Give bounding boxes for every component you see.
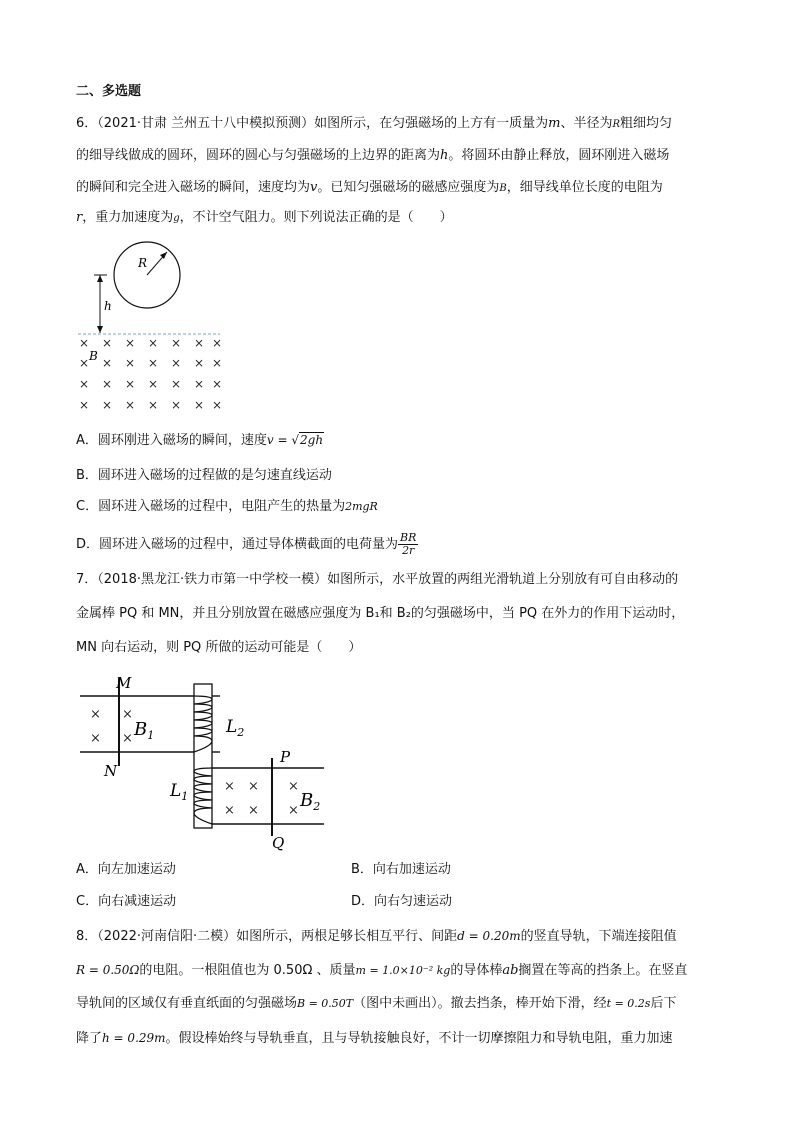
q6-var-v: v	[310, 180, 318, 195]
radius-arrowhead	[160, 252, 167, 259]
svg-text:×: ×	[122, 707, 133, 722]
q6-var-m: m	[548, 116, 561, 131]
q6-option-a-radicand: 2gh	[300, 433, 324, 447]
svg-text:×: ×	[79, 398, 90, 412]
q6-line-2	[76, 146, 726, 166]
fig7-label-L2: $L_2$	[226, 717, 245, 739]
q6-text-3b: 。已知匀强磁场的磁感应强度为	[317, 180, 500, 195]
field-B2-crosses	[224, 779, 299, 818]
q7-option-a: A．向左加速运动	[76, 862, 176, 877]
svg-text:×: ×	[212, 356, 223, 370]
q8-text-3b: （图中未画出）。撤去挡条，棒开始下滑，经	[353, 996, 607, 1011]
q6-option-a	[76, 430, 726, 451]
fig7-label-Q: Q	[272, 834, 285, 852]
q6-text-3c: ，细导线单位长度的电阻为	[506, 180, 663, 195]
q6-line-1	[76, 114, 726, 135]
q7-option-b: B．向右加速运动	[351, 862, 451, 877]
svg-text:×: ×	[122, 731, 133, 746]
q6-text-1c: 粗细均匀	[620, 116, 673, 131]
q8-math-m: m = 1.0×10⁻² kg	[355, 964, 451, 977]
q8-line-2	[76, 960, 726, 981]
svg-text:×: ×	[212, 377, 223, 391]
q8-text-2c: 搁置在等高的挡条上。在竖直	[518, 963, 688, 978]
q6-line-3	[76, 178, 726, 199]
svg-text:×: ×	[288, 803, 299, 818]
q6-text-2: 的细导线做成的圆环，圆环的圆心与匀强磁场的上边界的距离为	[76, 148, 441, 163]
q6-var-r: r	[76, 210, 83, 225]
svg-text:×: ×	[171, 356, 182, 370]
q6-var-g: g	[173, 213, 180, 224]
q6-var-R: R	[612, 119, 620, 130]
fig7-label-B1: $B_1$	[134, 719, 155, 742]
svg-text:×: ×	[148, 356, 159, 370]
svg-text:×: ×	[248, 803, 259, 818]
svg-text:×: ×	[212, 336, 223, 350]
field-crosses	[79, 336, 222, 412]
q8-math-t: t = 0.2s	[606, 997, 651, 1010]
svg-text:×: ×	[90, 707, 101, 722]
q8-text-1b: 的竖直导轨，下端连接阻值	[520, 929, 677, 944]
q6-option-d	[76, 532, 726, 557]
q6-text-3: 的瞬间和完全进入磁场的瞬间，速度均为	[76, 180, 311, 195]
svg-text:×: ×	[171, 377, 182, 391]
fig7-label-M: M	[116, 674, 132, 692]
q6-option-d-denominator: 2r	[402, 544, 415, 557]
q8-math-h: h = 0.29m	[102, 1031, 166, 1045]
fig6-label-B: B	[89, 349, 98, 363]
q6-option-d-numerator: BR	[400, 531, 417, 544]
svg-text:×: ×	[288, 779, 299, 794]
svg-text:×: ×	[194, 398, 205, 412]
fig7-label-N: N	[104, 762, 118, 780]
q8-text-3a: 导轨间的区域仅有垂直纸面的匀强磁场	[76, 996, 298, 1011]
q6-option-a-math: v = √2gh	[266, 433, 324, 447]
q8-line-1	[76, 926, 726, 947]
svg-text:×: ×	[224, 779, 235, 794]
fig6-label-h: h	[104, 299, 112, 313]
q6-option-c-text: C．圆环进入磁场的过程中，电阻产生的热量为	[76, 499, 346, 514]
q8-math-B: B = 0.50T	[297, 997, 354, 1010]
q6-option-d-text: D．圆环进入磁场的过程中，通过导体横截面的电荷量为	[76, 537, 399, 552]
q6-figure	[72, 240, 232, 420]
q8-text-4a: 降了	[76, 1031, 103, 1046]
q7-option-c: C．向右减速运动	[76, 894, 177, 909]
q6-text-1b: 、半径为	[560, 116, 613, 131]
q6-option-c-math: 2mgR	[345, 500, 378, 513]
q6-option-a-lhs: v =	[266, 433, 288, 447]
svg-text:×: ×	[194, 377, 205, 391]
svg-text:×: ×	[148, 336, 159, 350]
q6-var-B: B	[499, 183, 507, 194]
q8-math-d: d = 0.20m	[457, 929, 521, 943]
svg-text:×: ×	[194, 356, 205, 370]
q6-text-2b: 。将圆环由静止释放，圆环刚进入磁场	[448, 148, 670, 163]
svg-text:×: ×	[148, 377, 159, 391]
q8-text-4b: 。假设棒始终与导轨垂直，且与导轨接触良好，不计一切摩擦阻力和导轨电阻，重力加速	[165, 1031, 673, 1046]
q8-line-3	[76, 994, 726, 1014]
q6-option-d-fraction	[398, 532, 418, 557]
h-arrow-down	[97, 326, 103, 333]
fig7-label-B2: $B_2$	[300, 790, 321, 813]
fig7-label-P: P	[280, 748, 291, 766]
svg-text:×: ×	[171, 336, 182, 350]
q8-text-2b: 的导体棒	[450, 963, 503, 978]
q7-option-d: D．向右匀速运动	[351, 894, 453, 909]
svg-text:×: ×	[171, 398, 182, 412]
svg-text:×: ×	[125, 398, 136, 412]
fig7-label-L1: $L_1$	[170, 781, 189, 803]
svg-text:×: ×	[102, 398, 113, 412]
svg-text:×: ×	[102, 377, 113, 391]
svg-text:×: ×	[125, 377, 136, 391]
field-B1-crosses	[90, 707, 133, 746]
svg-text:×: ×	[125, 356, 136, 370]
svg-text:×: ×	[248, 779, 259, 794]
q7-figure	[76, 672, 336, 852]
svg-text:×: ×	[79, 356, 90, 370]
q8-text-3c: 后下	[650, 996, 677, 1011]
svg-text:×: ×	[102, 336, 113, 350]
q8-text-1a: 8．（2022·河南信阳·二模）如图所示，两根足够长相互平行、间距	[76, 929, 458, 944]
svg-text:×: ×	[79, 336, 90, 350]
svg-text:×: ×	[224, 803, 235, 818]
q6-text-4: ，重力加速度为	[82, 210, 174, 225]
h-arrow-up	[97, 275, 103, 282]
svg-text:×: ×	[194, 336, 205, 350]
section-title: 二、多选题	[76, 84, 142, 99]
q6-option-c	[76, 497, 726, 517]
q6-text-1: 6．（2021·甘肃 兰州五十八中模拟预测）如图所示，在匀强磁场的上方有一质量为	[76, 116, 549, 131]
q8-text-2a: 的电阻。一根阻值也为 0.50Ω 、质量	[139, 963, 356, 978]
q8-math-R: R = 0.50Ω	[76, 963, 140, 977]
q8-line-4	[76, 1028, 726, 1049]
svg-text:×: ×	[125, 336, 136, 350]
q7-line-3: MN 向右运动，则 PQ 所做的运动可能是（ ）	[76, 640, 362, 655]
q7-line-2: 金属棒 PQ 和 MN，并且分别放置在磁感应强度为 B₁和 B₂的匀强磁场中，当 PQ 在外力的作用下运动时，	[76, 606, 685, 621]
svg-text:×: ×	[102, 356, 113, 370]
q6-text-4b: ，不计空气阻力。则下列说法正确的是（ ）	[179, 210, 453, 225]
svg-text:×: ×	[212, 398, 223, 412]
q6-option-b: B．圆环进入磁场的过程做的是匀速直线运动	[76, 468, 332, 483]
svg-text:×: ×	[90, 731, 101, 746]
svg-text:×: ×	[148, 398, 159, 412]
q7-line-1: 7．（2018·黑龙江·铁力市第一中学校一模）如图所示，水平放置的两组光滑轨道上分别放有可自由移动的	[76, 572, 679, 587]
q8-var-ab: ab	[502, 963, 519, 978]
fig6-label-R: R	[138, 256, 148, 270]
svg-text:×: ×	[79, 377, 90, 391]
q6-var-h: h	[440, 148, 449, 163]
q6-option-a-text: A．圆环刚进入磁场的瞬间，速度	[76, 433, 267, 448]
q6-line-4	[76, 208, 726, 229]
